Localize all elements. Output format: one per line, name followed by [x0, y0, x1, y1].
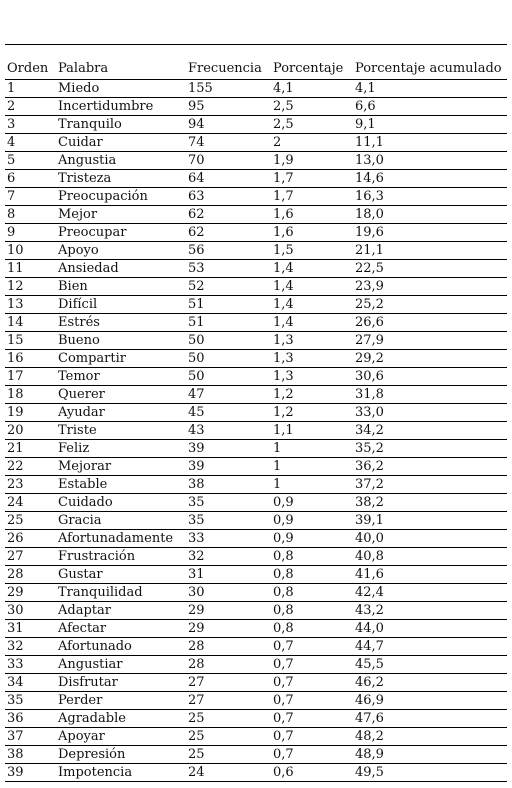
cell-porcentaje-acumulado: 45,5	[355, 657, 384, 672]
cell-porcentaje: 0,8	[273, 549, 294, 564]
cell-porcentaje-acumulado: 40,8	[355, 549, 384, 564]
cell-frecuencia: 50	[188, 333, 205, 348]
cell-orden: 18	[7, 387, 24, 402]
cell-porcentaje-acumulado: 18,0	[355, 207, 384, 222]
table-row	[5, 206, 507, 224]
table-row	[5, 746, 507, 764]
cell-porcentaje-acumulado: 48,2	[355, 729, 384, 744]
cell-orden: 11	[7, 261, 24, 276]
cell-porcentaje: 0,7	[273, 693, 294, 708]
cell-frecuencia: 25	[188, 729, 205, 744]
cell-porcentaje: 1,4	[273, 315, 294, 330]
cell-frecuencia: 27	[188, 693, 205, 708]
cell-orden: 14	[7, 315, 24, 330]
cell-orden: 22	[7, 459, 24, 474]
cell-frecuencia: 39	[188, 441, 205, 456]
cell-orden: 31	[7, 621, 24, 636]
cell-orden: 36	[7, 711, 24, 726]
table-body	[5, 80, 507, 782]
cell-frecuencia: 45	[188, 405, 205, 420]
table-row	[5, 260, 507, 278]
header-row	[5, 45, 507, 80]
cell-frecuencia: 30	[188, 585, 205, 600]
cell-palabra: Agradable	[58, 711, 126, 726]
cell-orden: 28	[7, 567, 24, 582]
cell-porcentaje: 1	[273, 459, 282, 474]
cell-palabra: Tranquilidad	[58, 585, 143, 600]
cell-porcentaje-acumulado: 6,6	[355, 99, 376, 114]
cell-frecuencia: 38	[188, 477, 205, 492]
cell-palabra: Tristeza	[58, 171, 112, 186]
cell-frecuencia: 28	[188, 657, 205, 672]
cell-porcentaje-acumulado: 47,6	[355, 711, 384, 726]
table-row	[5, 314, 507, 332]
cell-frecuencia: 50	[188, 369, 205, 384]
cell-palabra: Miedo	[58, 81, 100, 96]
cell-porcentaje-acumulado: 13,0	[355, 153, 384, 168]
cell-palabra: Estrés	[58, 315, 100, 330]
cell-palabra: Depresión	[58, 747, 126, 762]
cell-orden: 26	[7, 531, 24, 546]
cell-orden: 20	[7, 423, 24, 438]
cell-orden: 32	[7, 639, 24, 654]
cell-porcentaje: 0,7	[273, 675, 294, 690]
cell-porcentaje-acumulado: 14,6	[355, 171, 384, 186]
cell-orden: 4	[7, 135, 16, 150]
cell-porcentaje-acumulado: 31,8	[355, 387, 384, 402]
cell-frecuencia: 24	[188, 765, 205, 780]
cell-porcentaje: 0,9	[273, 513, 294, 528]
cell-porcentaje-acumulado: 4,1	[355, 81, 376, 96]
cell-frecuencia: 31	[188, 567, 205, 582]
cell-porcentaje-acumulado: 34,2	[355, 423, 384, 438]
cell-porcentaje-acumulado: 38,2	[355, 495, 384, 510]
table-row	[5, 152, 507, 170]
cell-orden: 24	[7, 495, 24, 510]
cell-orden: 9	[7, 225, 16, 240]
table-row	[5, 404, 507, 422]
cell-porcentaje: 1,4	[273, 261, 294, 276]
cell-porcentaje-acumulado: 42,4	[355, 585, 384, 600]
cell-frecuencia: 25	[188, 711, 205, 726]
cell-palabra: Apoyar	[58, 729, 105, 744]
cell-palabra: Feliz	[58, 441, 90, 456]
cell-palabra: Tranquilo	[58, 117, 122, 132]
cell-frecuencia: 32	[188, 549, 205, 564]
cell-porcentaje-acumulado: 37,2	[355, 477, 384, 492]
cell-orden: 25	[7, 513, 24, 528]
cell-orden: 39	[7, 765, 24, 780]
cell-orden: 13	[7, 297, 24, 312]
cell-porcentaje: 0,7	[273, 729, 294, 744]
cell-frecuencia: 63	[188, 189, 205, 204]
table-row	[5, 548, 507, 566]
cell-porcentaje: 1,9	[273, 153, 294, 168]
table-row	[5, 278, 507, 296]
cell-orden: 30	[7, 603, 24, 618]
cell-porcentaje-acumulado: 23,9	[355, 279, 384, 294]
cell-orden: 38	[7, 747, 24, 762]
table-row	[5, 602, 507, 620]
cell-palabra: Preocupar	[58, 225, 127, 240]
cell-porcentaje-acumulado: 36,2	[355, 459, 384, 474]
cell-palabra: Perder	[58, 693, 103, 708]
cell-orden: 7	[7, 189, 16, 204]
cell-porcentaje: 1,7	[273, 189, 294, 204]
cell-orden: 17	[7, 369, 24, 384]
cell-porcentaje: 2,5	[273, 117, 294, 132]
cell-frecuencia: 94	[188, 117, 205, 132]
cell-porcentaje: 1,1	[273, 423, 294, 438]
table-row	[5, 692, 507, 710]
table-row	[5, 674, 507, 692]
cell-palabra: Angustia	[58, 153, 117, 168]
cell-palabra: Gustar	[58, 567, 103, 582]
cell-orden: 5	[7, 153, 16, 168]
cell-palabra: Temor	[58, 369, 100, 384]
cell-palabra: Ayudar	[58, 405, 105, 420]
header-frecuencia: Frecuencia	[188, 61, 262, 76]
cell-frecuencia: 25	[188, 747, 205, 762]
cell-porcentaje: 0,9	[273, 531, 294, 546]
table-row	[5, 566, 507, 584]
cell-orden: 16	[7, 351, 24, 366]
table-row	[5, 512, 507, 530]
table-row	[5, 188, 507, 206]
cell-palabra: Afectar	[58, 621, 107, 636]
cell-palabra: Gracia	[58, 513, 102, 528]
cell-porcentaje-acumulado: 40,0	[355, 531, 384, 546]
table-row	[5, 638, 507, 656]
cell-frecuencia: 95	[188, 99, 205, 114]
cell-frecuencia: 62	[188, 225, 205, 240]
cell-porcentaje-acumulado: 43,2	[355, 603, 384, 618]
table-row	[5, 350, 507, 368]
cell-palabra: Impotencia	[58, 765, 133, 780]
table-row	[5, 620, 507, 638]
table-row	[5, 80, 507, 98]
cell-porcentaje: 1,6	[273, 207, 294, 222]
header-porcentaje: Porcentaje	[273, 61, 344, 76]
cell-porcentaje: 0,8	[273, 621, 294, 636]
cell-frecuencia: 27	[188, 675, 205, 690]
cell-porcentaje-acumulado: 26,6	[355, 315, 384, 330]
table-row	[5, 368, 507, 386]
cell-porcentaje: 1,6	[273, 225, 294, 240]
table-row	[5, 98, 507, 116]
cell-orden: 33	[7, 657, 24, 672]
cell-palabra: Compartir	[58, 351, 126, 366]
table-row	[5, 584, 507, 602]
cell-frecuencia: 53	[188, 261, 205, 276]
cell-orden: 12	[7, 279, 24, 294]
cell-palabra: Afortunadamente	[58, 531, 174, 546]
cell-palabra: Angustiar	[58, 657, 123, 672]
cell-porcentaje: 1	[273, 477, 282, 492]
cell-palabra: Preocupación	[58, 189, 148, 204]
cell-porcentaje: 0,8	[273, 567, 294, 582]
cell-frecuencia: 29	[188, 603, 205, 618]
cell-palabra: Cuidado	[58, 495, 113, 510]
cell-orden: 23	[7, 477, 24, 492]
table-row	[5, 116, 507, 134]
table-row	[5, 170, 507, 188]
table-row	[5, 476, 507, 494]
cell-porcentaje-acumulado: 33,0	[355, 405, 384, 420]
cell-porcentaje-acumulado: 48,9	[355, 747, 384, 762]
cell-porcentaje-acumulado: 19,6	[355, 225, 384, 240]
cell-porcentaje-acumulado: 21,1	[355, 243, 384, 258]
cell-orden: 35	[7, 693, 24, 708]
cell-porcentaje-acumulado: 44,0	[355, 621, 384, 636]
cell-palabra: Triste	[58, 423, 97, 438]
table-row	[5, 224, 507, 242]
table-row	[5, 422, 507, 440]
cell-frecuencia: 50	[188, 351, 205, 366]
cell-porcentaje: 0,9	[273, 495, 294, 510]
cell-orden: 10	[7, 243, 24, 258]
cell-porcentaje-acumulado: 16,3	[355, 189, 384, 204]
cell-porcentaje-acumulado: 27,9	[355, 333, 384, 348]
cell-porcentaje-acumulado: 44,7	[355, 639, 384, 654]
table-row	[5, 386, 507, 404]
table-row	[5, 728, 507, 746]
cell-porcentaje-acumulado: 41,6	[355, 567, 384, 582]
cell-palabra: Mejor	[58, 207, 98, 222]
cell-porcentaje: 0,7	[273, 747, 294, 762]
cell-frecuencia: 70	[188, 153, 205, 168]
cell-palabra: Apoyo	[58, 243, 99, 258]
table-row	[5, 458, 507, 476]
cell-frecuencia: 35	[188, 513, 205, 528]
cell-frecuencia: 39	[188, 459, 205, 474]
cell-porcentaje: 1,3	[273, 333, 294, 348]
cell-porcentaje: 0,7	[273, 711, 294, 726]
cell-orden: 21	[7, 441, 24, 456]
cell-frecuencia: 51	[188, 297, 205, 312]
table-row	[5, 764, 507, 782]
cell-orden: 2	[7, 99, 16, 114]
cell-porcentaje: 1,3	[273, 369, 294, 384]
cell-porcentaje: 0,6	[273, 765, 294, 780]
cell-porcentaje: 0,8	[273, 585, 294, 600]
cell-porcentaje-acumulado: 9,1	[355, 117, 376, 132]
cell-porcentaje-acumulado: 46,2	[355, 675, 384, 690]
cell-frecuencia: 43	[188, 423, 205, 438]
cell-frecuencia: 64	[188, 171, 205, 186]
table-row	[5, 656, 507, 674]
header-porcentaje-acumulado: Porcentaje acumulado	[355, 61, 502, 76]
cell-frecuencia: 28	[188, 639, 205, 654]
cell-porcentaje: 0,7	[273, 657, 294, 672]
cell-palabra: Querer	[58, 387, 105, 402]
cell-porcentaje-acumulado: 29,2	[355, 351, 384, 366]
cell-porcentaje-acumulado: 22,5	[355, 261, 384, 276]
cell-porcentaje: 2	[273, 135, 282, 150]
cell-frecuencia: 74	[188, 135, 205, 150]
cell-porcentaje: 4,1	[273, 81, 294, 96]
cell-porcentaje: 1,3	[273, 351, 294, 366]
cell-palabra: Bueno	[58, 333, 100, 348]
cell-palabra: Disfrutar	[58, 675, 118, 690]
cell-frecuencia: 56	[188, 243, 205, 258]
table-row	[5, 296, 507, 314]
cell-palabra: Estable	[58, 477, 108, 492]
cell-frecuencia: 47	[188, 387, 205, 402]
cell-orden: 34	[7, 675, 24, 690]
cell-palabra: Cuidar	[58, 135, 103, 150]
cell-palabra: Bien	[58, 279, 88, 294]
cell-frecuencia: 51	[188, 315, 205, 330]
cell-porcentaje-acumulado: 46,9	[355, 693, 384, 708]
cell-orden: 19	[7, 405, 24, 420]
table-row	[5, 530, 507, 548]
table-row	[5, 710, 507, 728]
cell-porcentaje: 0,8	[273, 603, 294, 618]
cell-palabra: Afortunado	[58, 639, 132, 654]
cell-porcentaje-acumulado: 25,2	[355, 297, 384, 312]
cell-porcentaje-acumulado: 11,1	[355, 135, 384, 150]
cell-porcentaje: 1,7	[273, 171, 294, 186]
cell-orden: 1	[7, 81, 16, 96]
cell-porcentaje-acumulado: 30,6	[355, 369, 384, 384]
cell-frecuencia: 33	[188, 531, 205, 546]
table-row	[5, 440, 507, 458]
table-row	[5, 134, 507, 152]
cell-orden: 37	[7, 729, 24, 744]
cell-porcentaje: 1,2	[273, 405, 294, 420]
cell-porcentaje: 1,2	[273, 387, 294, 402]
table-row	[5, 494, 507, 512]
cell-palabra: Difícil	[58, 297, 98, 312]
cell-orden: 27	[7, 549, 24, 564]
table-row	[5, 332, 507, 350]
cell-porcentaje: 1,4	[273, 297, 294, 312]
header-orden: Orden	[7, 61, 49, 76]
cell-orden: 15	[7, 333, 24, 348]
cell-orden: 29	[7, 585, 24, 600]
cell-orden: 6	[7, 171, 16, 186]
cell-palabra: Mejorar	[58, 459, 112, 474]
table-header	[5, 45, 507, 80]
cell-palabra: Ansiedad	[58, 261, 119, 276]
cell-frecuencia: 62	[188, 207, 205, 222]
cell-orden: 8	[7, 207, 16, 222]
cell-frecuencia: 155	[188, 81, 213, 96]
cell-frecuencia: 52	[188, 279, 205, 294]
cell-porcentaje: 1,5	[273, 243, 294, 258]
cell-palabra: Adaptar	[58, 603, 111, 618]
cell-porcentaje: 0,7	[273, 639, 294, 654]
cell-frecuencia: 29	[188, 621, 205, 636]
cell-palabra: Incertidumbre	[58, 99, 154, 114]
cell-orden: 3	[7, 117, 16, 132]
cell-porcentaje-acumulado: 35,2	[355, 441, 384, 456]
cell-palabra: Frustración	[58, 549, 136, 564]
cell-porcentaje: 1,4	[273, 279, 294, 294]
cell-frecuencia: 35	[188, 495, 205, 510]
table-row	[5, 242, 507, 260]
cell-porcentaje: 1	[273, 441, 282, 456]
word-frequency-table	[5, 44, 507, 782]
cell-porcentaje-acumulado: 49,5	[355, 765, 384, 780]
header-palabra: Palabra	[58, 61, 109, 76]
cell-porcentaje: 2,5	[273, 99, 294, 114]
cell-porcentaje-acumulado: 39,1	[355, 513, 384, 528]
